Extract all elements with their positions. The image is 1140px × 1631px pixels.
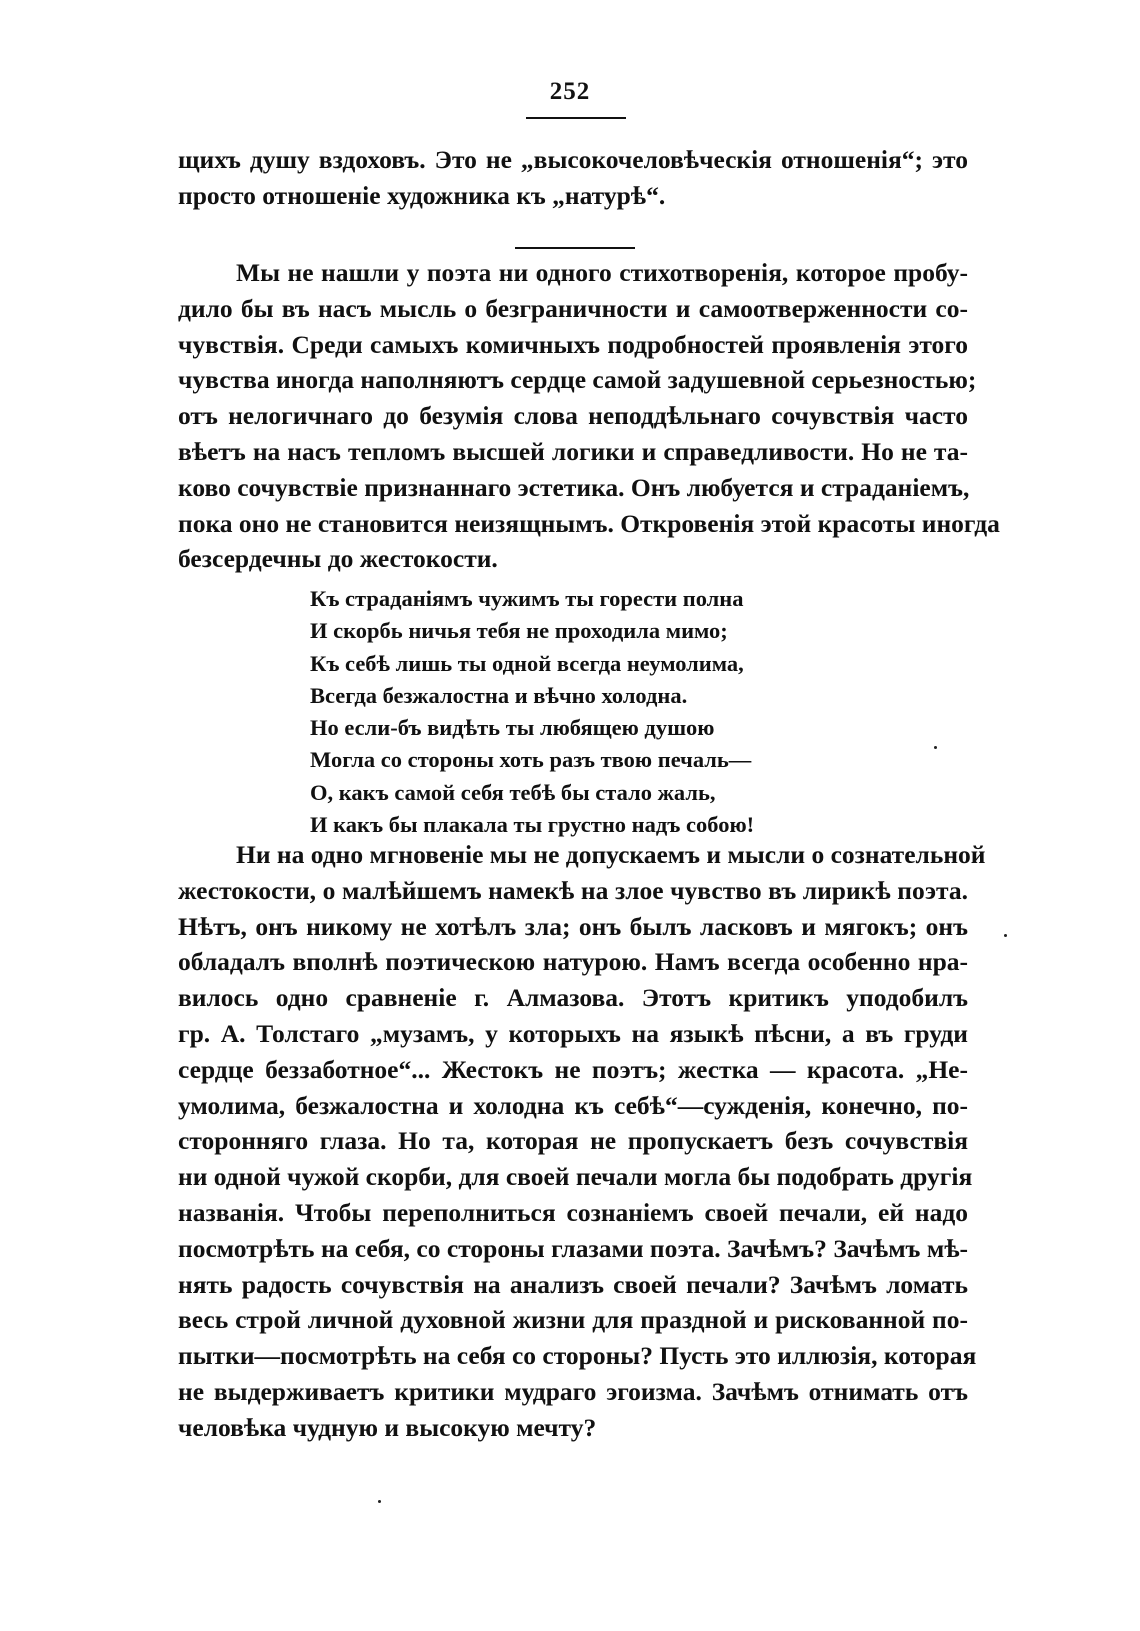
- text-line: чувствія. Среди самыхъ комичныхъ подробностей проявленія этого: [178, 329, 968, 359]
- text-line: отъ нелогичнаго до безумія слова неподдѣльнаго сочувствія часто: [178, 401, 968, 431]
- text-line: человѣка чудную и высокую мечту?: [178, 1412, 597, 1442]
- text-line: просто отношеніе художника къ „натурѣ“.: [178, 180, 666, 210]
- poem-line: Къ страданіямъ чужимъ ты горести полна: [310, 586, 744, 611]
- text-line: пока оно не становится неизящнымъ. Откровенія этой красоты иногда: [178, 508, 1000, 538]
- text-line: гр. А. Толстаго „музамъ, у которыхъ на языкѣ пѣсни, а въ груди: [178, 1018, 968, 1048]
- poem-line: И какъ бы плакала ты грустно надъ собою!: [310, 812, 755, 838]
- text-line: Мы не нашли у поэта ни одного стихотворенія, которое пробу-: [236, 258, 968, 287]
- poem-line: Могла со стороны хоть разъ твою печаль—: [310, 747, 752, 773]
- text-line: безсердечны до жестокости.: [178, 544, 498, 574]
- text-line: вилось одно сравненіе г. Алмазова. Этотъ критикъ уподобилъ: [178, 983, 968, 1013]
- text-line: жестокости, о малѣйшемъ намекѣ на злое чувство въ лирикѣ поэта.: [178, 875, 968, 905]
- text-line: ни одной чужой скорби, для своей печали могла бы подобрать другія: [178, 1162, 973, 1192]
- text-line: вѣетъ на насъ тепломъ высшей логики и справедливости. Но не та-: [178, 436, 968, 466]
- ink-speck: [934, 746, 937, 749]
- text-line: Ни на одно мгновеніе мы не допускаемъ и мысли о сознательной: [236, 840, 986, 869]
- section-divider: [515, 247, 635, 249]
- text-line: сердце беззаботное“... Жестокъ не поэтъ; жестка — красота. „Не-: [178, 1054, 968, 1084]
- text-line: Нѣтъ, онъ никому не хотѣлъ зла; онъ былъ ласковъ и мягокъ; онъ: [178, 911, 968, 941]
- text-line: сторонняго глаза. Но та, которая не пропускаетъ безъ сочувствія: [178, 1126, 968, 1156]
- text-line: умолима, безжалостна и холодна къ себѣ“—сужденія, конечно, по-: [178, 1090, 968, 1120]
- poem-line: О, какъ самой себя тебѣ бы стало жаль,: [310, 779, 716, 805]
- poem-line: Всегда безжалостна и вѣчно холодна.: [310, 682, 688, 708]
- text-line: ково сочувствіе признаннаго эстетика. Онъ любуется и страданіемъ,: [178, 472, 970, 502]
- text-line: весь строй личной духовной жизни для праздной и рискованной по-: [178, 1305, 968, 1335]
- text-line: пытки—посмотрѣть на себя со стороны? Пусть это иллюзія, которая: [178, 1341, 977, 1371]
- continuation-paragraph: [178, 142, 968, 214]
- text-line: чувства иногда наполняютъ сердце самой задушевной серьезностью;: [178, 365, 977, 395]
- paragraph-cruelty: [178, 837, 986, 1446]
- page-number-underline: [526, 117, 626, 119]
- text-line: не выдерживаетъ критики мудраго эгоизма. Зачѣмъ отнимать отъ: [178, 1376, 968, 1406]
- text-line: щихъ душу вздоховъ. Это не „высокочеловѣческія отношенія“; это: [178, 145, 968, 174]
- poem-line: Къ себѣ лишь ты одной всегда неумолима,: [310, 650, 744, 676]
- text-line: дило бы въ насъ мысль о безграничности и самоотверженности со-: [178, 293, 968, 323]
- ink-speck: [378, 1500, 381, 1503]
- text-line: обладалъ вполнѣ поэтическою натурою. Намъ всегда особенно нра-: [178, 947, 968, 977]
- text-line: названія. Чтобы переполниться сознаніемъ своей печали, ей надо: [178, 1197, 968, 1227]
- paragraph-sympathy: [178, 255, 1000, 577]
- text-line: посмотрѣть на себя, со стороны глазами поэта. Зачѣмъ? Зачѣмъ мѣ-: [178, 1233, 968, 1263]
- poem-line: Но если-бъ видѣть ты любящею душою: [310, 715, 715, 741]
- poem-quote: [310, 583, 870, 841]
- page-number: 252: [549, 78, 591, 105]
- poem-line: И скорбь ничья тебя не проходила мимо;: [310, 618, 728, 644]
- text-line: нять радость сочувствія на анализъ своей печали? Зачѣмъ ломать: [178, 1269, 968, 1299]
- ink-speck: [1004, 934, 1007, 937]
